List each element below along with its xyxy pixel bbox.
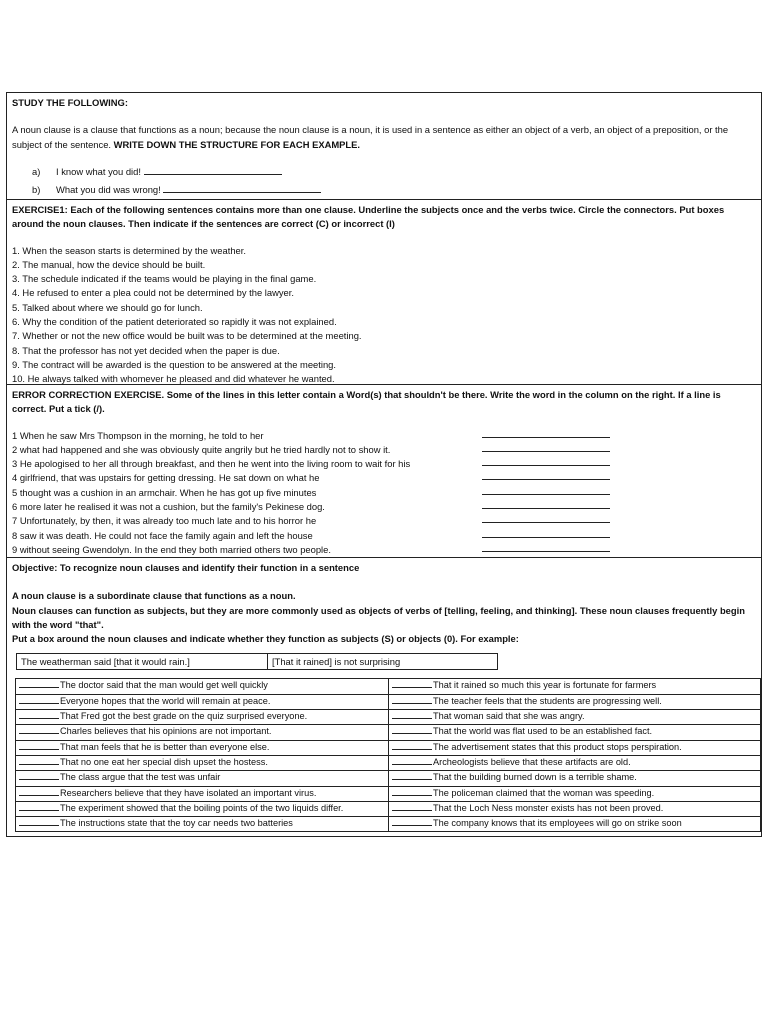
error-line-text: 6 more later he realised it was not a cushion, but the family's Pekinese dog. — [12, 501, 325, 513]
sentence-text: Everyone hopes that the world will remain at peace. — [60, 695, 271, 706]
exercise1-item: 3. The schedule indicated if the teams would be playing in the final game. — [12, 273, 317, 285]
answer-blank[interactable] — [19, 741, 59, 750]
table-row — [16, 679, 761, 694]
answer-blank[interactable] — [19, 817, 59, 826]
sentence-cell-right — [389, 694, 761, 709]
sentence-text: That the world was flat used to be an established fact. — [433, 726, 653, 737]
error-line-text: 9 without seeing Gwendolyn. In the end they both married others two people. — [12, 543, 331, 555]
exercise1-item: 4. He refused to enter a plea could not be determined by the lawyer. — [12, 287, 294, 299]
answer-blank[interactable] — [19, 771, 59, 780]
answer-blank[interactable] — [19, 710, 59, 719]
error-line-text: 2 what had happened and she was obviously quite angrily but he tried hardly not to show it. — [12, 443, 391, 455]
objective-instruction: Put a box around the noun clauses and indicate whether they function as subjects (S) or objects (0). For example: — [12, 633, 519, 645]
example-b: b) What you did was wrong! — [12, 183, 756, 197]
answer-line[interactable] — [482, 542, 610, 552]
sentence-text: The policeman claimed that the woman was speeding. — [433, 787, 655, 798]
sentence-text: The experiment showed that the boiling points of the two liquids differ. — [60, 802, 344, 813]
error-correction-section — [7, 385, 761, 558]
sentence-text: The advertisement states that this product stops perspiration. — [433, 741, 682, 752]
sentence-cell-left — [16, 679, 389, 694]
sentence-cell-left — [16, 817, 389, 832]
sentence-text: That no one eat her special dish upset the hostess. — [60, 756, 268, 767]
exercise1-item: 8. That the professor has not yet decided when the paper is due. — [12, 344, 280, 356]
example-a: a) I know what you did! — [12, 165, 756, 179]
exercise1-item: 9. The contract will be awarded is the question to be answered at the meeting. — [12, 358, 336, 370]
sentence-cell-left — [16, 694, 389, 709]
error-line-text: 5 thought was a cushion in an armchair. When he has got up five minutes — [12, 486, 317, 498]
sentence-cell-left — [16, 710, 389, 725]
error-line — [12, 500, 756, 514]
exercise1-item: 6. Why the condition of the patient deteriorated so rapidly it was not explained. — [12, 316, 337, 328]
answer-blank[interactable] — [392, 771, 432, 780]
example-box — [16, 653, 498, 670]
sentence-cell-left — [16, 771, 389, 786]
sentence-table — [15, 678, 761, 832]
error-line — [12, 443, 756, 457]
table-row — [16, 710, 761, 725]
table-row — [16, 786, 761, 801]
sentence-cell-right — [389, 771, 761, 786]
sentence-cell-left — [16, 725, 389, 740]
sentence-cell-left — [16, 801, 389, 816]
sentence-cell-right — [389, 740, 761, 755]
error-line-text: 8 saw it was death. He could not face the family again and left the house — [12, 529, 313, 541]
error-correction-lines — [12, 429, 756, 558]
answer-blank — [144, 166, 282, 175]
answer-blank[interactable] — [392, 802, 432, 811]
table-row — [16, 801, 761, 816]
error-line — [12, 429, 756, 443]
sentence-text: The instructions state that the toy car needs two batteries — [60, 818, 293, 829]
sentence-cell-left — [16, 740, 389, 755]
example-left: The weatherman said [that it would rain.] — [17, 654, 268, 669]
sentence-text: That the Loch Ness monster exists has not been proved. — [433, 802, 664, 813]
noun-clause-definition: A noun clause is a subordinate clause that functions as a noun. — [12, 590, 296, 602]
sentence-cell-right — [389, 801, 761, 816]
exercise1-heading: EXERCISE1: Each of the following sentences contains more than one clause. Underline the subjects once and the verbs twice. Circle the connectors. Put boxes around the noun clauses. Then indicate if the sentences are correct (C) or incorrect (I) — [12, 204, 725, 230]
error-line — [12, 543, 756, 557]
answer-blank[interactable] — [392, 756, 432, 765]
answer-line[interactable] — [482, 442, 610, 452]
sentence-cell-right — [389, 725, 761, 740]
sentence-cell-right — [389, 710, 761, 725]
answer-blank[interactable] — [19, 802, 59, 811]
answer-blank[interactable] — [392, 695, 432, 704]
sentence-text: Charles believes that his opinions are not important. — [60, 726, 272, 737]
sentence-text: That man feels that he is better than everyone else. — [60, 741, 270, 752]
error-line — [12, 529, 756, 543]
sentence-text: That woman said that she was angry. — [433, 711, 585, 722]
table-row — [16, 771, 761, 786]
answer-blank[interactable] — [19, 679, 59, 688]
table-row — [16, 817, 761, 832]
answer-line[interactable] — [482, 428, 610, 438]
answer-line[interactable] — [482, 485, 610, 495]
objective-heading: Objective: To recognize noun clauses and identify their function in a sentence — [12, 562, 360, 573]
exercise1-item: 10. He always talked with whomever he pleased and did whatever he wanted. — [12, 373, 335, 385]
error-line — [12, 457, 756, 471]
study-intro: A noun clause is a clause that functions as a noun; because the noun clause is a noun, it is used in a sentence as either an object of a verb, an object of a preposition, or the subject of the sentence. WRITE DOWN THE STRUCTURE FOR EACH EXAMPLE. — [12, 124, 729, 150]
answer-blank[interactable] — [19, 725, 59, 734]
error-line-text: 4 girlfriend, that was upstairs for getting dressing. He sat down on what he — [12, 472, 320, 484]
sentence-text: That the building burned down is a terrible shame. — [433, 772, 637, 783]
error-line — [12, 471, 756, 485]
answer-line[interactable] — [482, 456, 610, 466]
error-line-text: 1 When he saw Mrs Thompson in the morning, he told to her — [12, 429, 264, 441]
exercise1-list — [12, 244, 756, 387]
sentence-text: The teacher feels that the students are progressing well. — [433, 695, 662, 706]
noun-clause-usage: Noun clauses can function as subjects, but they are more commonly used as objects of verbs of [telling, feeling, and thinking]. These noun clauses frequently begin with the word "that". — [12, 604, 745, 630]
sentence-cell-left — [16, 755, 389, 770]
answer-blank[interactable] — [19, 756, 59, 765]
worksheet — [6, 92, 762, 837]
table-row — [16, 755, 761, 770]
table-row — [16, 725, 761, 740]
answer-line[interactable] — [482, 513, 610, 523]
error-line — [12, 514, 756, 528]
error-line-text: 7 Unfortunately, by then, it was already too much late and to his horror he — [12, 515, 317, 527]
exercise1-item: 1. When the season starts is determined by the weather. — [12, 244, 246, 256]
sentence-text: The class argue that the test was unfair — [60, 772, 221, 783]
exercise1-item: 7. Whether or not the new office would be built was to be determined at the meeting. — [12, 330, 362, 342]
exercise1-section — [7, 200, 761, 385]
error-line — [12, 486, 756, 500]
answer-line[interactable] — [482, 470, 610, 480]
sentence-text: Researchers believe that they have isolated an important virus. — [60, 787, 317, 798]
answer-blank — [163, 184, 321, 193]
answer-blank[interactable] — [392, 679, 432, 688]
table-row — [16, 694, 761, 709]
sentence-cell-right — [389, 755, 761, 770]
sentence-text: The company knows that its employees will go on strike soon — [433, 818, 682, 829]
sentence-cell-left — [16, 786, 389, 801]
exercise1-item: 2. The manual, how the device should be built. — [12, 258, 206, 270]
sentence-text: That it rained so much this year is fortunate for farmers — [433, 680, 657, 691]
sentence-text: Archeologists believe that these artifacts are old. — [433, 756, 631, 767]
study-heading: STUDY THE FOLLOWING: — [12, 97, 128, 108]
exercise1-item: 5. Talked about where we should go for lunch. — [12, 301, 203, 313]
example-right: [That it rained] is not surprising — [272, 656, 401, 668]
answer-line[interactable] — [482, 499, 610, 509]
sentence-text: That Fred got the best grade on the quiz surprised everyone. — [60, 711, 308, 722]
sentence-cell-right — [389, 817, 761, 832]
answer-blank[interactable] — [392, 725, 432, 734]
sentence-cell-right — [389, 786, 761, 801]
sentence-cell-right — [389, 679, 761, 694]
answer-line[interactable] — [482, 528, 610, 538]
answer-blank[interactable] — [392, 787, 432, 796]
answer-blank[interactable] — [392, 710, 432, 719]
answer-blank[interactable] — [19, 787, 59, 796]
answer-blank[interactable] — [19, 695, 59, 704]
error-line-text: 3 He apologised to her all through breakfast, and then he went into the living room to wait for his — [12, 458, 411, 470]
answer-blank[interactable] — [392, 817, 432, 826]
table-row — [16, 740, 761, 755]
answer-blank[interactable] — [392, 741, 432, 750]
error-correction-heading: ERROR CORRECTION EXERCISE. Some of the lines in this letter contain a Word(s) that shouldn't be there. Write the word in the column on the right. If a line is correct. Put a tick (/). — [12, 389, 721, 415]
objective-section — [7, 558, 761, 836]
study-section — [7, 93, 761, 200]
sentence-text: The doctor said that the man would get well quickly — [60, 680, 268, 691]
